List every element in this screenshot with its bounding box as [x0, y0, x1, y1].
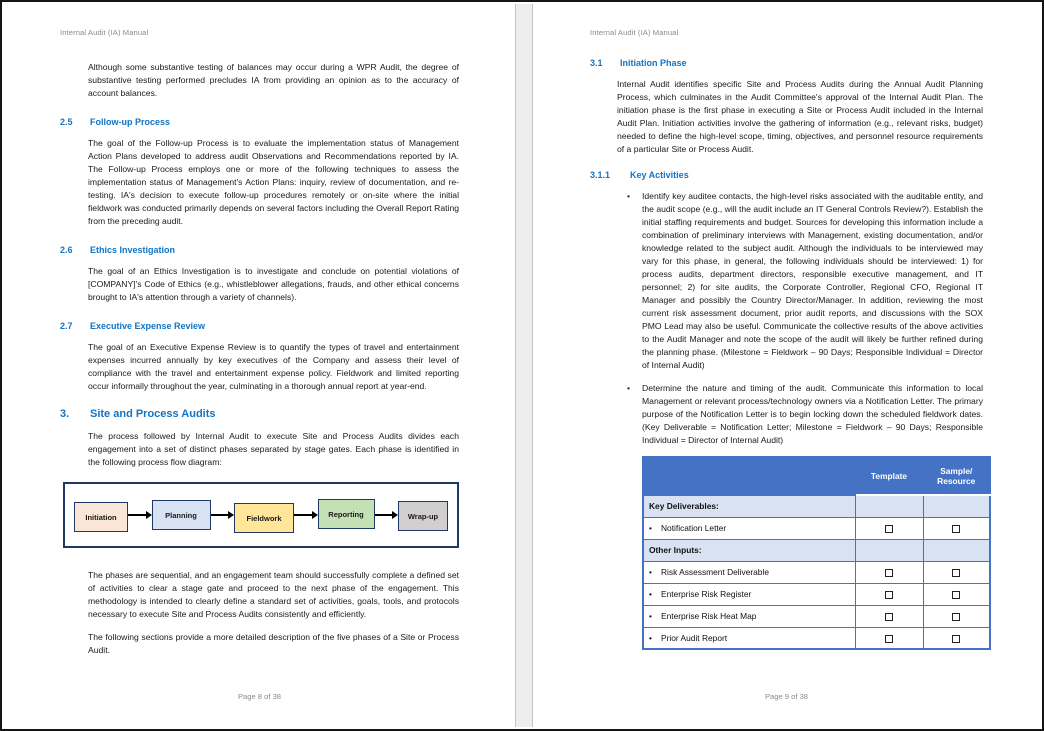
- flow-step-fieldwork: Fieldwork: [234, 503, 294, 533]
- table-row: • Enterprise Risk Register: [643, 583, 990, 605]
- heading-number: 2.7: [60, 321, 73, 331]
- flow-step-initiation: Initiation: [74, 502, 128, 532]
- page-footer: Page 9 of 38: [764, 692, 809, 701]
- table-row: • Notification Letter: [643, 517, 990, 539]
- table-header-template: Template: [855, 457, 923, 495]
- checkbox-icon: [885, 525, 893, 533]
- table-header-row: [643, 457, 990, 495]
- paragraph-phases-sequential: The phases are sequential, and an engagement team should successfully complete a defined set of activities to clear a stage gate and proceed to the next phase of the engagement. This methodology is intended to clearly define a standard set of activities, goals, tools, and protocols necessary to execute Site and Process Audits consistently and efficiently.: [88, 570, 459, 619]
- flow-step-reporting: Reporting: [318, 499, 375, 529]
- heading-number: 3.1: [590, 58, 603, 68]
- arrow-right-icon: [211, 511, 235, 519]
- arrow-right-icon: [294, 511, 318, 519]
- deliverables-table: [642, 456, 991, 650]
- bullet-icon: •: [649, 567, 652, 577]
- running-header: Internal Audit (IA) Manual: [60, 28, 149, 37]
- table-row: Other Inputs:: [643, 539, 990, 561]
- heading-3-1-1: [590, 170, 983, 180]
- checkbox-icon: [885, 613, 893, 621]
- checkbox-icon: [952, 613, 960, 621]
- running-header: Internal Audit (IA) Manual: [590, 28, 679, 37]
- checkbox-icon: [952, 591, 960, 599]
- paragraph-site-process: The process followed by Internal Audit to execute Site and Process Audits divides each engagement into a set of distinct phases separated by stage gates. Each phase is identified in the following process flow diagram:: [88, 431, 459, 467]
- heading-number: 2.6: [60, 245, 73, 255]
- bullet-icon: •: [649, 611, 652, 621]
- arrow-right-icon: [375, 511, 399, 519]
- table-row: • Enterprise Risk Heat Map: [643, 605, 990, 627]
- paragraph-follow-up: The goal of the Follow-up Process is to evaluate the implementation status of Management Action Plans developed to address audit Observations and Recommendations reported by IA. The Follow-up Process employs one or more of the following techniques to assess the implementation status of Management's Action Plans: inquiry, review of documentation, and re-testing. IA's decision to execute follow-up procedures remotely or on-site where the initial fieldwork was conducted primarily depends on several factors including the Overall Report Rating from the preceding audit.: [88, 138, 459, 226]
- bullet-determine-timing: • Determine the nature and timing of the audit. Communicate this information to local Management or relevant process/technology owners via a Notification Letter. The primary purpose of the Notification Letter is to begin locking down the scheduled fieldwork dates. (Key Deliverable = Notification Letter; Milestone = Fieldwork – 90 Days; Responsible Individual = Director of Internal Audit): [627, 383, 983, 445]
- heading-2-7: [60, 321, 459, 331]
- checkbox-icon: [885, 635, 893, 643]
- checkbox-icon: [885, 591, 893, 599]
- paragraph-expense-review: The goal of an Executive Expense Review is to quantify the types of travel and entertainment expenses incurred annually by key executives of the Company and assess their level of compliance with the travel and entertainment expense policy. Fieldwork and limited reporting occur informally throughout the year, culminating in a thorough annual report at year-end.: [88, 342, 459, 391]
- bullet-identify-contacts: • Identify key auditee contacts, the high-level risks associated with the auditable entity, and the audit scope (e.g., will the audit include an IT General Controls Review?). Establish the initial staffing requirements and budget. Sources for developing this information include a combination of preliminary interviews with Management, existing documentation, and/or knowledge related to the subject audit. Although the individuals to be interviewed may vary for this phase, in general, the following individuals should be interviewed: 1) for process audits, department directors, responsible executive management, and IT personnel; 2) for site audits, the Corporate Controller, Regional CFO, Regional IT Manager and possibly the Country Director/Manager. In addition, reviewing the most current risk assessment document, prior audit reports, and discussions with the SOX PMO Lead may also be useful. Communicate the collective results of the above activities to the Audit Manager and note the scope of the audit will likely be further refined during the planning phase. (Milestone = Fieldwork – 90 Days; Responsible Individual = Director of Internal Audit): [627, 191, 983, 370]
- heading-2-6: [60, 245, 459, 255]
- heading-3: [60, 408, 459, 420]
- table-header-blank: [643, 457, 855, 495]
- page-8-content: [4, 4, 515, 657]
- table-header-sample-resource: Sample/ Resource: [923, 457, 990, 495]
- page-9-content: [533, 4, 1040, 650]
- heading-title: Site and Process Audits: [90, 408, 216, 420]
- heading-title: Executive Expense Review: [90, 321, 206, 331]
- checkbox-icon: [952, 569, 960, 577]
- paragraph-initiation-phase: Internal Audit identifies specific Site and Process Audits during the Annual Audit Planning Process, which culminates in the Audit Committee's approval of the Internal Audit Plan. The initiation phase is the first phase in executing a Site or Process Audit included in the Internal Audit Plan. Initiation activities involve the gathering of information (e.g., relevant risks, budget) needed to define the high-level scope, timing, objectives, and personnel resource requirements of a particular Site or Process Audit.: [617, 79, 983, 154]
- bullet-icon: •: [649, 589, 652, 599]
- heading-title: Follow-up Process: [90, 117, 171, 127]
- heading-title: Initiation Phase: [620, 58, 687, 68]
- flow-step-planning: Planning: [152, 500, 211, 530]
- process-flow-diagram: [63, 482, 459, 548]
- paragraph-ethics: The goal of an Ethics Investigation is to investigate and conclude on potential violations of [COMPANY]'s Code of Ethics (e.g., whistleblower allegations, frauds, and other ethical concerns brought to IA's attention through a variety of channels).: [88, 266, 459, 302]
- arrow-right-icon: [128, 511, 152, 519]
- heading-3-1: [590, 58, 983, 68]
- heading-title: Ethics Investigation: [90, 245, 176, 255]
- page-footer: Page 8 of 38: [237, 692, 282, 701]
- checkbox-icon: [885, 569, 893, 577]
- bullet-icon: •: [649, 632, 652, 643]
- bullet-icon: •: [627, 383, 631, 393]
- paragraph-following-sections: The following sections provide a more detailed description of the five phases of a Site or Process Audit.: [88, 632, 459, 655]
- paragraph-wpr-audit: Although some substantive testing of balances may occur during a WPR Audit, the degree of substantive testing performed precludes IA from providing an opinion as to the accuracy of account balances.: [88, 62, 459, 98]
- page-8: [4, 4, 515, 727]
- checkbox-icon: [952, 635, 960, 643]
- table-row: • Prior Audit Report: [643, 627, 990, 649]
- heading-number: 3.1.1: [590, 170, 611, 180]
- table-row: • Risk Assessment Deliverable: [643, 561, 990, 583]
- bullet-icon: •: [627, 191, 631, 201]
- heading-2-5: [60, 117, 459, 127]
- heading-number: 3.: [60, 408, 70, 420]
- heading-number: 2.5: [60, 117, 73, 127]
- table-row: Key Deliverables:: [643, 495, 990, 517]
- checkbox-icon: [952, 525, 960, 533]
- heading-title: Key Activities: [630, 170, 689, 180]
- flow-step-wrap-up: Wrap-up: [398, 501, 448, 531]
- bullet-icon: •: [649, 523, 652, 533]
- page-gutter: [515, 4, 533, 727]
- deliverables-table-wrap: [642, 456, 983, 650]
- page-9: [533, 4, 1040, 727]
